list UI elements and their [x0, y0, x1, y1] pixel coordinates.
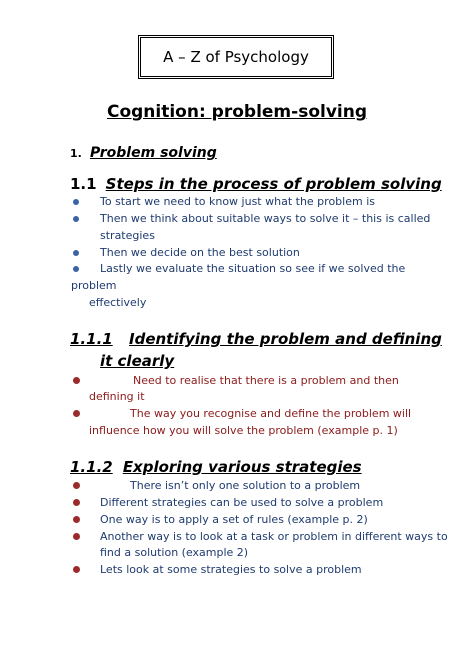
list-item: Lets look at some strategies to solve a problem	[100, 563, 362, 576]
section-1-heading	[70, 142, 217, 161]
bullet-icon	[73, 482, 80, 489]
list-item: Lastly we evaluate the situation so see if we solved the	[100, 262, 406, 275]
section-1-1-2-number: 1.1.2	[70, 458, 113, 476]
list-item: Another way is to look at a task or problem in different ways to	[100, 530, 448, 543]
title-box	[138, 35, 334, 79]
section-1-number: 1.	[70, 147, 82, 160]
main-heading: Cognition: problem-solving	[106, 102, 368, 122]
bullet-icon	[73, 216, 79, 222]
bullet-icon	[73, 266, 79, 272]
bullet-icon	[73, 199, 79, 205]
section-1-1-1-title-line2: it clearly	[100, 352, 175, 370]
section-1-1-2-heading	[70, 457, 362, 476]
bullet-icon	[73, 250, 79, 256]
list-item: There isn’t only one solution to a problem	[130, 479, 361, 492]
list-item-continuation: effectively	[89, 296, 147, 309]
document-title: A – Z of Psychology	[163, 48, 309, 66]
bullet-icon	[73, 533, 80, 540]
list-item-continuation: strategies	[100, 229, 155, 242]
list-item: One way is to apply a set of rules (example p. 2)	[100, 513, 368, 526]
bullet-icon	[73, 410, 80, 417]
bullet-icon	[73, 377, 80, 384]
list-item: Need to realise that there is a problem and then	[133, 374, 399, 387]
list-item-continuation: problem	[71, 279, 117, 292]
list-item: Then we decide on the best solution	[100, 246, 300, 259]
section-1-1-title: Steps in the process of problem solving	[105, 175, 442, 193]
section-1-1-number: 1.1	[70, 175, 97, 193]
list-item-continuation: find a solution (example 2)	[100, 546, 249, 559]
section-1-1-1-title-line1: Identifying the problem and defining	[129, 330, 442, 348]
section-1-title: Problem solving	[89, 145, 217, 161]
section-1-1-2-title: Exploring various strategies	[122, 458, 362, 476]
list-item: Then we think about suitable ways to solve it – this is called	[100, 212, 431, 225]
list-item: The way you recognise and define the problem will	[130, 407, 412, 420]
list-item-continuation: defining it	[89, 390, 145, 403]
bullet-icon	[73, 499, 80, 506]
list-item-continuation: influence how you will solve the problem (example p. 1)	[89, 424, 398, 437]
bullet-icon	[73, 566, 80, 573]
list-item: Different strategies can be used to solve a problem	[100, 496, 384, 509]
list-item: To start we need to know just what the problem is	[100, 195, 375, 208]
section-1-1-heading	[70, 174, 442, 193]
section-1-1-1-number: 1.1.1	[70, 330, 113, 348]
bullet-icon	[73, 516, 80, 523]
